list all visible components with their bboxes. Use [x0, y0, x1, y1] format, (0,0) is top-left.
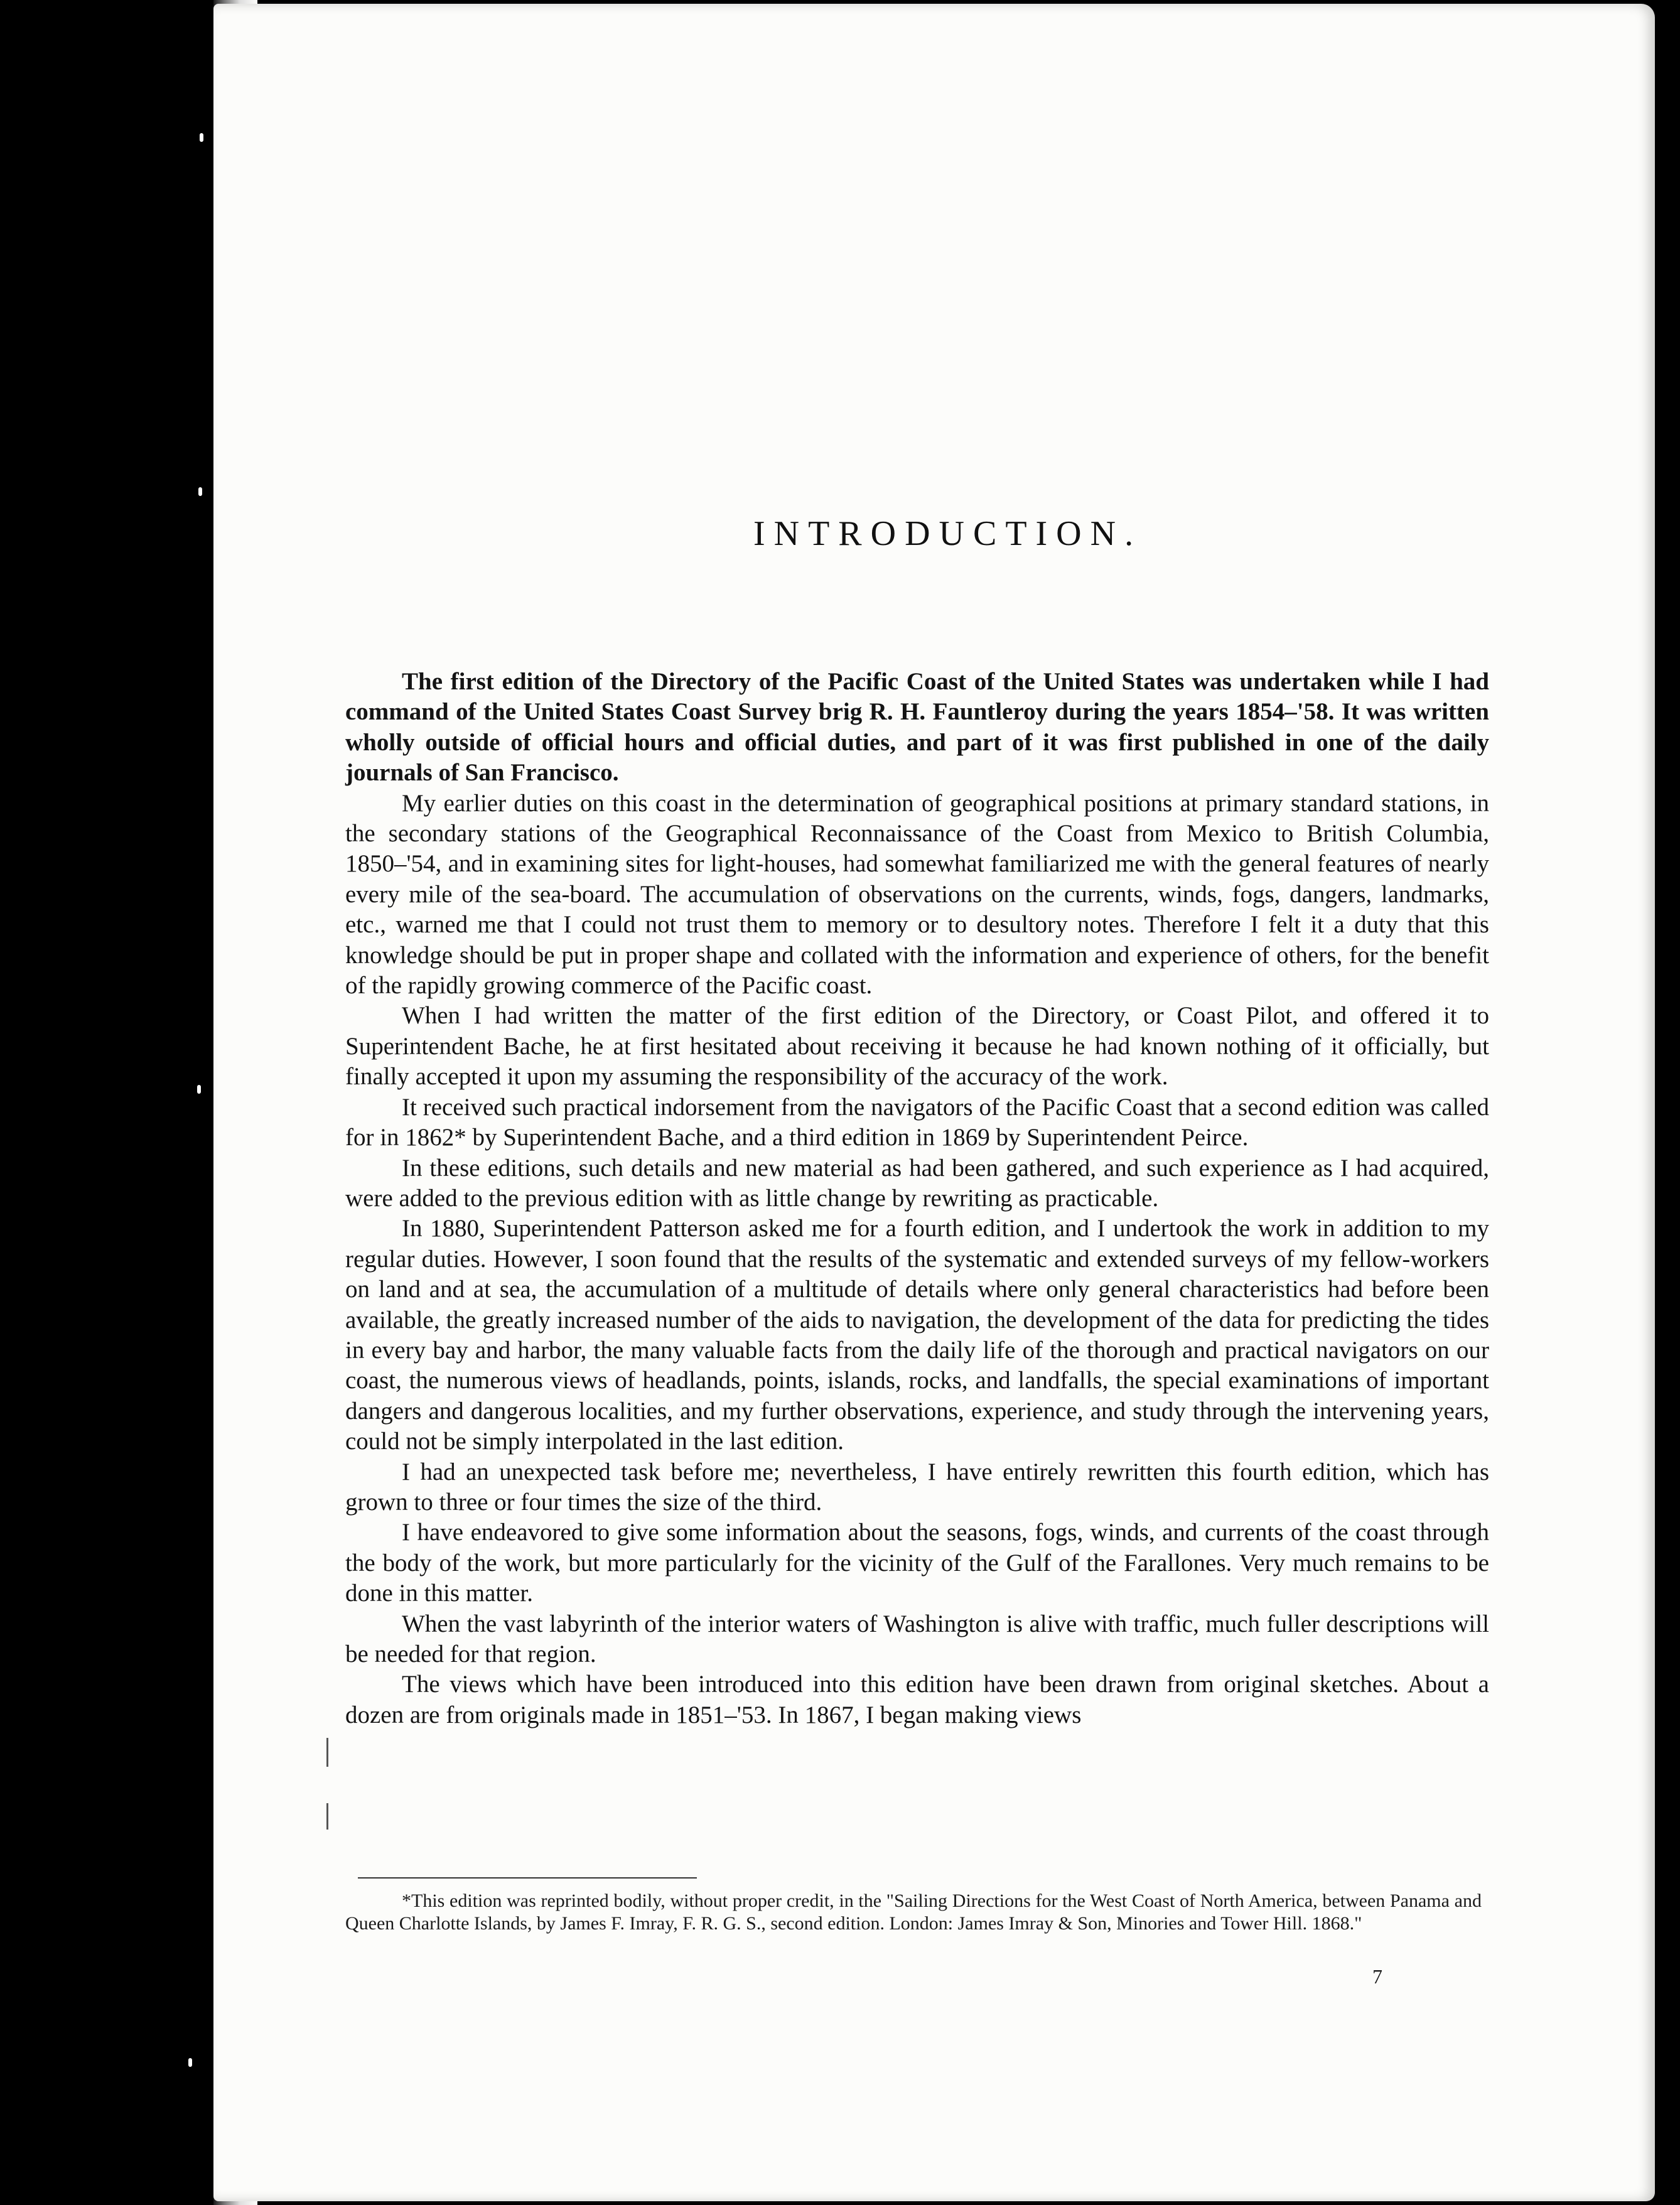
margin-mark [326, 1803, 328, 1830]
edge-mark [197, 1085, 201, 1094]
footnote: *This edition was reprinted bodily, without proper credit, in the "Sailing Directions for the West Coast of North America, between Panama and Queen Charlotte Islands, by James F. Imray, F. R. G. S., second edition. London: James Imray & Son, Minories and Tower Hill. 1868." [345, 1890, 1482, 1934]
paragraph: I have endeavored to give some information about the seasons, fogs, winds, and currents of the coast through the body of the work, but more particularly for the vicinity of the Gulf of the Farallones. Very much remains to be done in this matter. [345, 1519, 1489, 1607]
paragraph: In 1880, Superintendent Patterson asked me for a fourth edition, and I undertook the work in addition to my regular duties. However, I soon found that the results of the systematic and extended surveys of my fellow-workers on land and at sea, the accumulation of a multitude of details where only general characteristics had before been available, the greatly increased number of the aids to navigation, the development of the data for predicting the tides in every bay and harbor, the many valuable facts from the daily life of the thorough and practical navigators on our coast, the numerous views of headlands, points, islands, rocks, and landfalls, the special examinations of important dangers and dangerous localities, and my further observations, experience, and study through the intervening years, could not be simply interpolated in the last edition. [345, 1215, 1489, 1455]
page-number: 7 [1372, 1965, 1382, 1988]
edge-mark [198, 487, 202, 496]
body-text [345, 667, 1489, 1730]
paragraph: The views which have been introduced into this edition have been drawn from original sketches. About a dozen are from originals made in 1851–'53. In 1867, I began making views [345, 1671, 1489, 1728]
paragraph: In these editions, such details and new material as had been gathered, and such experience as I had acquired, were added to the previous edition with as little change by rewriting as practicable. [345, 1154, 1489, 1212]
paragraph: When the vast labyrinth of the interior waters of Washington is alive with traffic, much fuller descriptions will be needed for that region. [345, 1610, 1489, 1668]
paragraph: My earlier duties on this coast in the determination of geographical positions at primary standard stations, in the secondary stations of the Geographical Reconnaissance of the Coast from Mexico to British Columbia, 1850–'54, and in examining sites for light-houses, had somewhat familiarized me with the general features of nearly every mile of the sea-board. The accumulation of observations on the currents, winds, fogs, dangers, landmarks, etc., warned me that I could not trust them to memory or to desultory notes. Therefore I felt it a duty that this knowledge should be put in proper shape and collated with the information and experience of others, for the benefit of the rapidly growing commerce of the Pacific coast. [345, 789, 1489, 1000]
paragraph: It received such practical indorsement from the navigators of the Pacific Coast that a second edition was called for in 1862* by Superintendent Bache, and a third edition in 1869 by Superintendent Peirce. [345, 1093, 1489, 1151]
edge-mark [188, 2058, 192, 2067]
edge-mark [200, 133, 203, 142]
paragraph: I had an unexpected task before me; nevertheless, I have entirely rewritten this fourth edition, which has grown to three or four times the size of the third. [345, 1458, 1489, 1516]
paragraph: When I had written the matter of the first edition of the Directory, or Coast Pilot, and offered it to Superintendent Bache, he at first hesitated about receiving it because he had known nothing of it officially, but finally accepted it upon my assuming the responsibility of the accuracy of the work. [345, 1002, 1489, 1091]
margin-mark [326, 1738, 328, 1767]
page-title: INTRODUCTION. [753, 514, 1143, 553]
footnote-rule [358, 1877, 697, 1879]
paragraph: The first edition of the Directory of the Pacific Coast of the United States was undertaken while I had command of the United States Coast Survey brig R. H. Fauntleroy during the years 1854–'58. It was written wholly outside of official hours and official duties, and part of it was first published in one of the daily journals of San Francisco. [345, 668, 1489, 787]
